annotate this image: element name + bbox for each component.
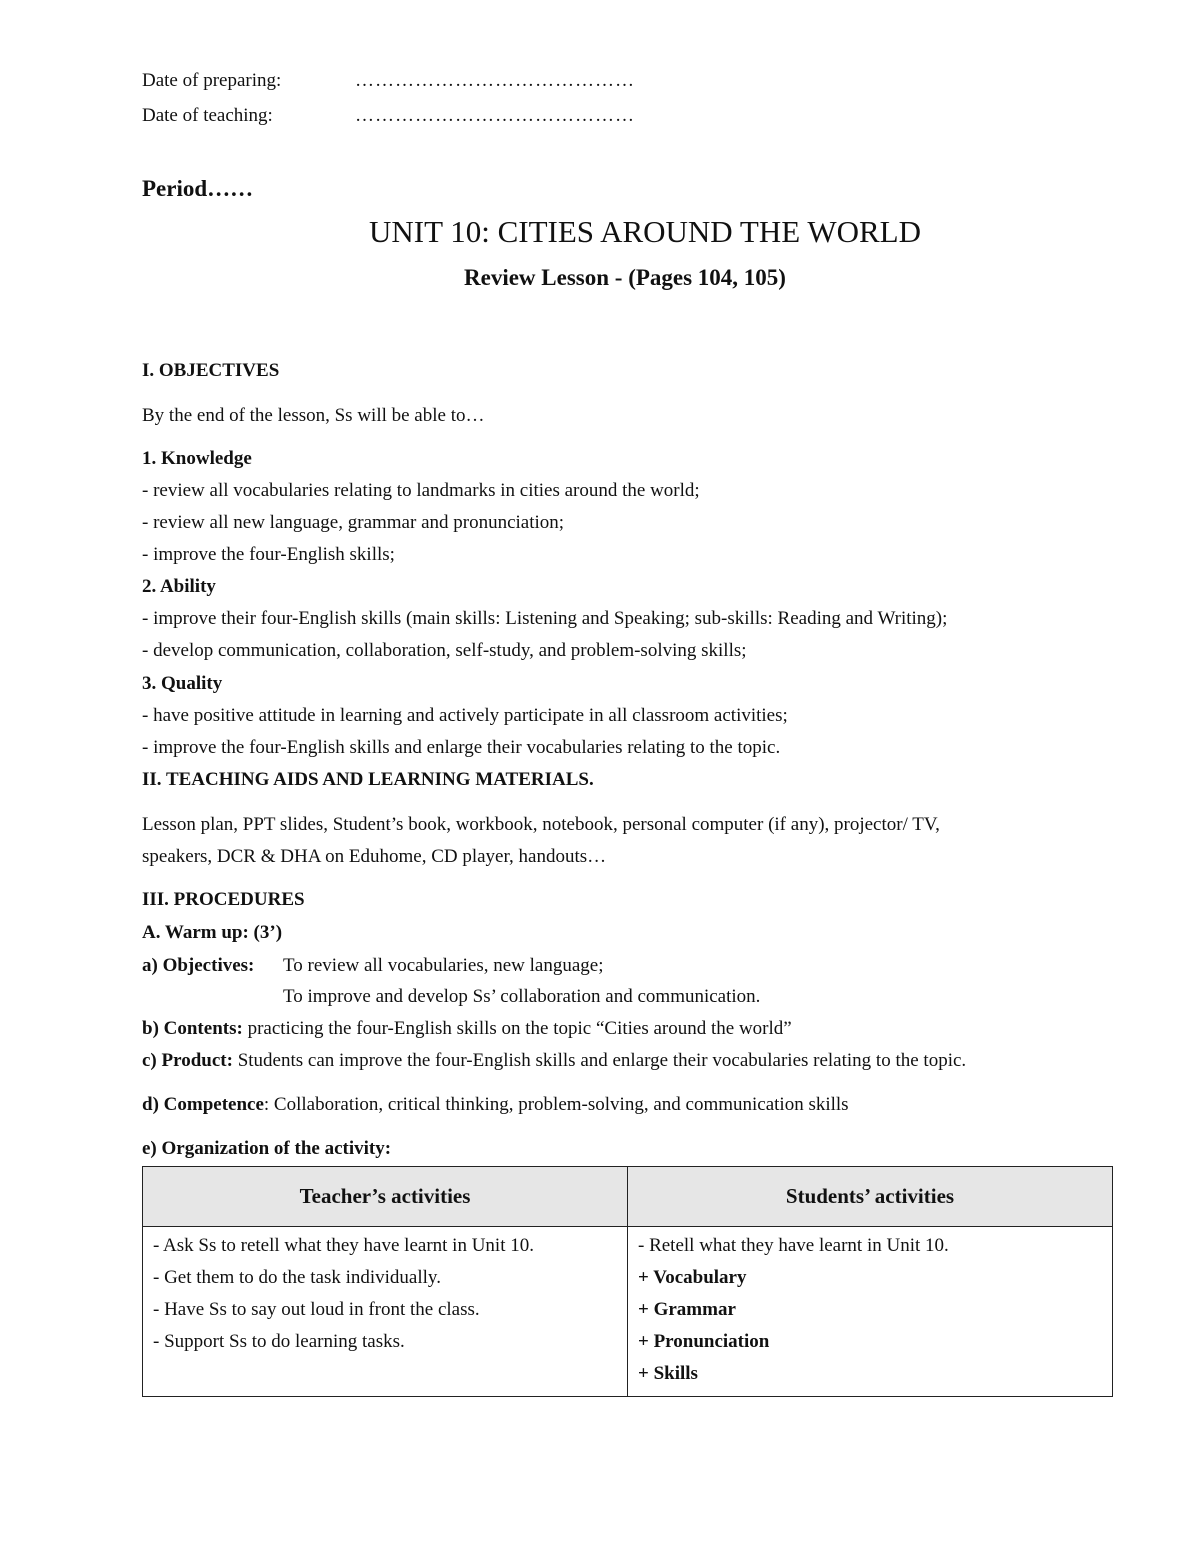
product-row xyxy=(142,1050,966,1072)
date-teaching-label: Date of teaching: xyxy=(142,105,273,126)
date-teaching-value: …………………………………… xyxy=(355,105,635,126)
aids-line: speakers, DCR & DHA on Eduhome, CD player, handouts… xyxy=(142,846,607,867)
list-item: - Get them to do the task individually. xyxy=(153,1267,441,1288)
knowledge-item: - review all new language, grammar and pronunciation; xyxy=(142,512,565,533)
date-preparing-value: …………………………………… xyxy=(355,70,635,91)
activity-table xyxy=(142,1166,1113,1397)
list-item: - Ask Ss to retell what they have learnt in Unit 10. xyxy=(153,1235,534,1256)
date-preparing-label: Date of preparing: xyxy=(142,70,282,91)
warmup-heading: A. Warm up: (3’) xyxy=(142,922,283,943)
quality-item: - have positive attitude in learning and actively participate in all classroom activities; xyxy=(142,705,788,726)
ability-item: - improve their four-English skills (main skills: Listening and Speaking; sub-skills: Reading and Writing); xyxy=(142,608,948,629)
teacher-cell xyxy=(143,1227,628,1397)
list-item: + Pronunciation xyxy=(638,1331,770,1352)
objectives-intro: By the end of the lesson, Ss will be able to… xyxy=(142,405,485,426)
competence-row xyxy=(142,1094,849,1116)
students-cell xyxy=(628,1227,1113,1397)
unit-title: UNIT 10: CITIES AROUND THE WORLD xyxy=(369,214,921,249)
product-label: c) Product: xyxy=(142,1050,233,1071)
quality-heading: 3. Quality xyxy=(142,673,223,694)
list-item: + Grammar xyxy=(638,1299,736,1320)
objectives-heading: I. OBJECTIVES xyxy=(142,360,280,381)
aids-heading: II. TEACHING AIDS AND LEARNING MATERIALS. xyxy=(142,769,594,790)
objectives-row xyxy=(142,955,254,977)
objectives-label: a) Objectives: xyxy=(142,955,255,976)
contents-text: practicing the four-English skills on the topic “Cities around the world” xyxy=(247,1018,792,1039)
competence-text: : Collaboration, critical thinking, problem-solving, and communication skills xyxy=(263,1094,849,1115)
competence-label: d) Competence xyxy=(142,1094,264,1115)
list-item: - Have Ss to say out loud in front the class. xyxy=(153,1299,480,1320)
contents-row xyxy=(142,1018,792,1040)
table-row xyxy=(143,1227,1113,1397)
period-label: Period…… xyxy=(142,176,254,201)
procedures-heading: III. PROCEDURES xyxy=(142,889,305,910)
ability-heading: 2. Ability xyxy=(142,576,216,597)
ability-item: - develop communication, collaboration, self-study, and problem-solving skills; xyxy=(142,640,747,661)
knowledge-item: - review all vocabularies relating to landmarks in cities around the world; xyxy=(142,480,700,501)
list-item: + Vocabulary xyxy=(638,1267,747,1288)
objectives-text: To review all vocabularies, new language; xyxy=(283,955,604,976)
table-header-row xyxy=(143,1167,1113,1227)
list-item: - Support Ss to do learning tasks. xyxy=(153,1331,405,1352)
organization-heading: e) Organization of the activity: xyxy=(142,1138,392,1159)
knowledge-item: - improve the four-English skills; xyxy=(142,544,395,565)
product-text: Students can improve the four-English skills and enlarge their vocabularies relating to the topic. xyxy=(237,1050,967,1071)
contents-label: b) Contents: xyxy=(142,1018,243,1039)
objectives-text: To improve and develop Ss’ collaboration and communication. xyxy=(283,986,761,1007)
list-item: + Skills xyxy=(638,1363,698,1384)
list-item: - Retell what they have learnt in Unit 10. xyxy=(638,1235,949,1256)
aids-line: Lesson plan, PPT slides, Student’s book, workbook, notebook, personal computer (if any), projector/ TV, xyxy=(142,814,940,835)
knowledge-heading: 1. Knowledge xyxy=(142,448,252,469)
teacher-header: Teacher’s activities xyxy=(143,1167,628,1227)
lesson-subtitle: Review Lesson - (Pages 104, 105) xyxy=(464,265,786,290)
quality-item: - improve the four-English skills and enlarge their vocabularies relating to the topic. xyxy=(142,737,781,758)
students-header: Students’ activities xyxy=(628,1167,1113,1227)
